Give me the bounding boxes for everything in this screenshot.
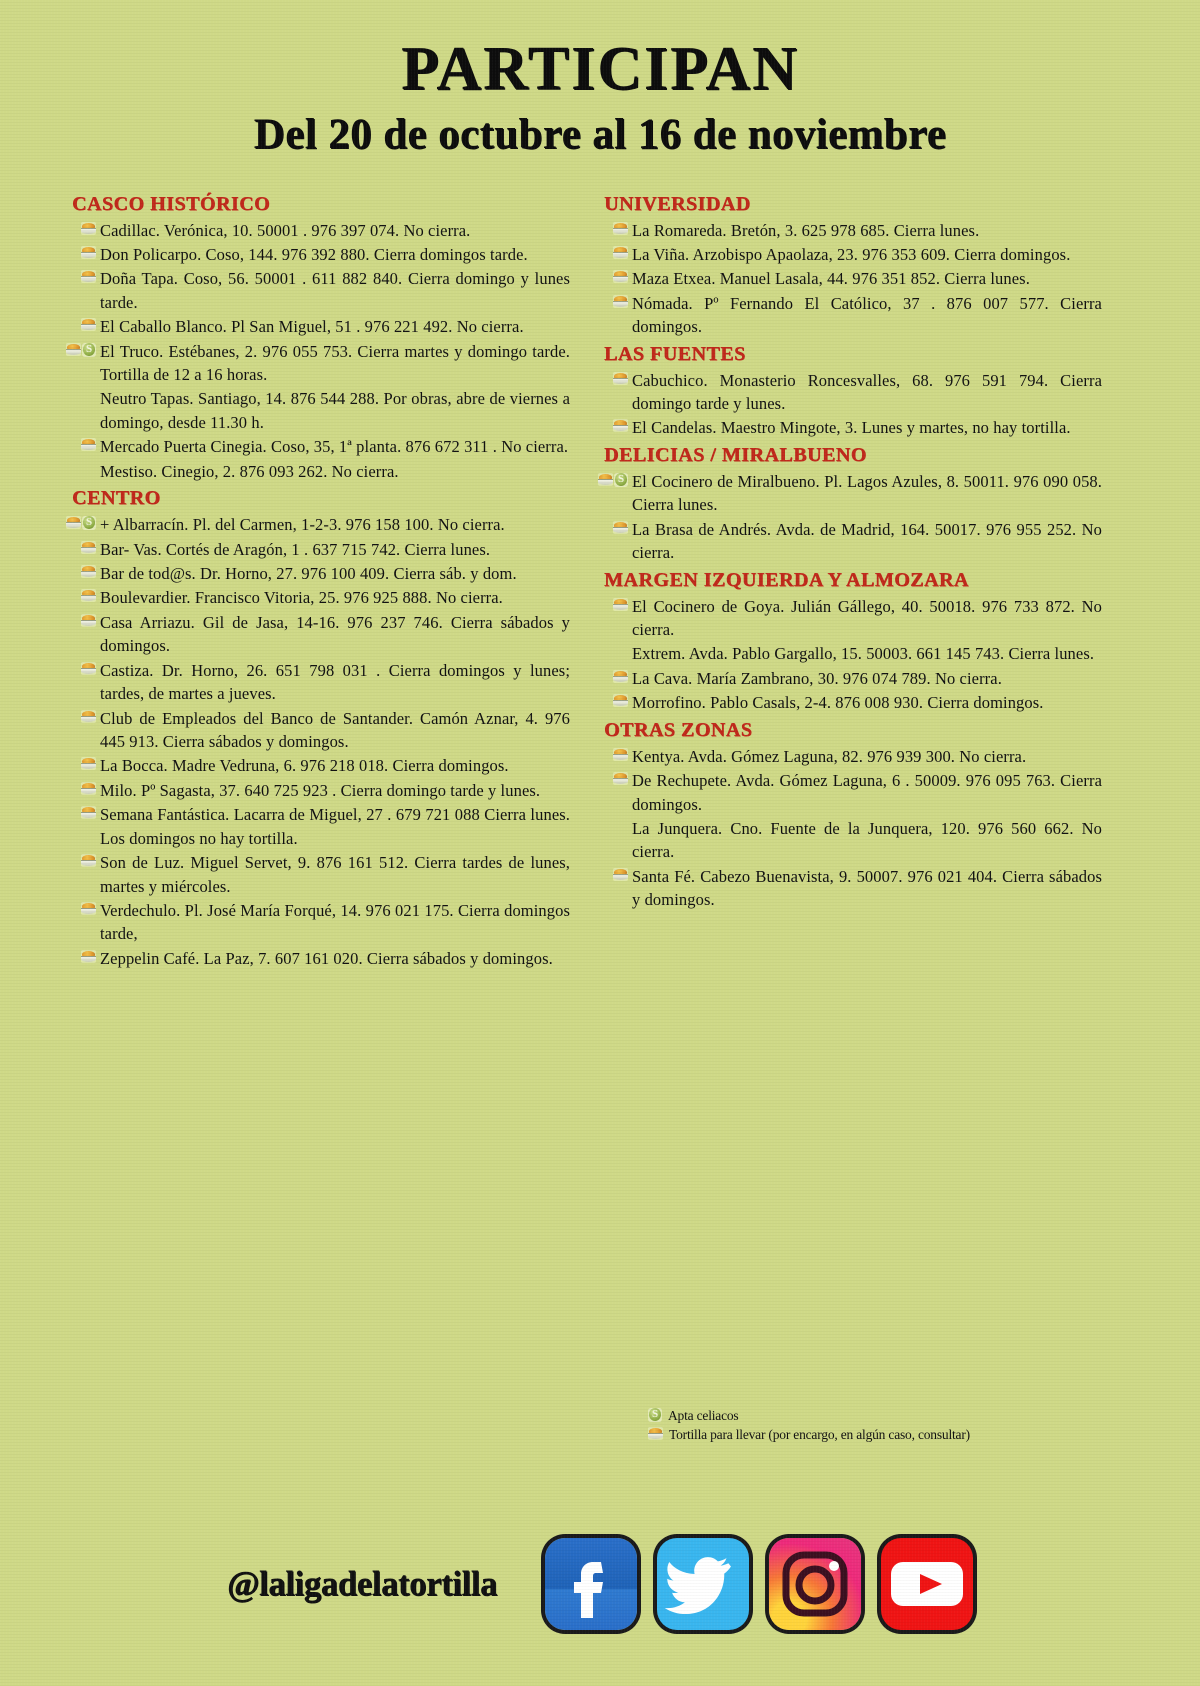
listing-entry — [60, 659, 570, 706]
legend-row — [648, 1427, 1118, 1444]
tortilla-takeaway-icon — [613, 748, 628, 761]
listing-entry — [60, 899, 570, 946]
tortilla-takeaway-icon — [81, 222, 96, 235]
tortilla-takeaway-icon — [613, 598, 628, 611]
entry-icons — [60, 754, 96, 770]
tortilla-takeaway-icon — [613, 521, 628, 534]
page-subtitle: Del 20 de octubre al 16 de noviembre — [253, 111, 947, 159]
tortilla-takeaway-icon — [81, 589, 96, 602]
entry-icons — [60, 611, 96, 627]
zone-heading: DELICIAS / MIRALBUENO — [604, 443, 867, 466]
listing-entry — [60, 538, 570, 561]
entry-icons — [60, 562, 96, 578]
listing-entry-text: Neutro Tapas. Santiago, 14. 876 544 288. Por obras, abre de viernes a domingo, desde 11.30 h. — [100, 389, 570, 432]
listing-entry — [60, 460, 570, 483]
social-links — [545, 1538, 973, 1630]
listing-entry-text: Zeppelin Café. La Paz, 7. 607 161 020. Cierra sábados y domingos. — [100, 948, 553, 968]
entry-icons — [60, 513, 96, 530]
listing-entry — [592, 219, 1102, 242]
listing-entry-text: Mercado Puerta Cinegia. Coso, 35, 1ª planta. 876 672 311 . No cierra. — [100, 437, 569, 457]
entry-icons — [592, 219, 628, 235]
listing-entry-text: Milo. Pº Sagasta, 37. 640 725 923 . Cierra domingo tarde y lunes. — [100, 780, 541, 800]
tortilla-takeaway-icon — [81, 662, 96, 675]
entry-icons — [60, 707, 96, 723]
listing-entry — [592, 518, 1102, 565]
entry-icons — [60, 538, 96, 554]
entry-icons — [592, 769, 628, 785]
tortilla-takeaway-icon — [81, 438, 96, 451]
legend-label: Apta celiacos — [668, 1408, 739, 1423]
listing-entry-text: El Truco. Estébanes, 2. 976 055 753. Cierra martes y domingo tarde. Tortilla de 12 a 16 horas. — [100, 341, 570, 385]
entry-icons — [592, 292, 628, 308]
listing-entry-text: Bar- Vas. Cortés de Aragón, 1 . 637 715 742. Cierra lunes. — [100, 539, 491, 559]
listing-entry — [592, 267, 1102, 290]
entry-icons — [60, 899, 96, 915]
legend-row — [648, 1408, 1118, 1425]
listing-entry — [592, 292, 1102, 339]
entry-icons — [60, 803, 96, 819]
entry-icons — [60, 219, 96, 235]
zone-heading: LAS FUENTES — [604, 342, 746, 365]
tortilla-takeaway-icon — [613, 270, 628, 283]
entry-icons — [60, 947, 96, 963]
listing-entry-text: El Caballo Blanco. Pl San Miguel, 51 . 976 221 492. No cierra. — [100, 317, 524, 337]
zone-heading: OTRAS ZONAS — [604, 718, 753, 741]
tortilla-takeaway-icon — [613, 222, 628, 235]
listing-entry — [60, 315, 570, 338]
tortilla-takeaway-icon — [81, 854, 96, 867]
tortilla-takeaway-icon — [81, 902, 96, 915]
listing-entry — [60, 611, 570, 658]
listing-entry-text: + Albarracín. Pl. del Carmen, 1-2-3. 976 158 100. No cierra. — [100, 515, 505, 535]
listing-entry — [60, 851, 570, 898]
entry-icons — [592, 865, 628, 881]
entry-icons — [60, 460, 96, 463]
listing-entry — [60, 707, 570, 754]
tortilla-takeaway-icon — [81, 541, 96, 554]
tortilla-takeaway-icon — [613, 372, 628, 385]
entry-icons — [592, 642, 628, 645]
entry-icons — [60, 315, 96, 331]
zone-heading: CENTRO — [72, 487, 161, 510]
poster-header — [0, 0, 1200, 159]
listing-entry — [592, 416, 1102, 439]
celiac-icon — [648, 1408, 662, 1422]
tortilla-takeaway-icon — [81, 565, 96, 578]
listing-entry-text: Verdechulo. Pl. José María Forqué, 14. 976 021 175. Cierra domingos tarde, — [100, 900, 570, 944]
entry-icons — [60, 659, 96, 675]
entry-icons — [60, 851, 96, 867]
entry-icons — [60, 779, 96, 795]
listing-entry-text: Boulevardier. Francisco Vitoria, 25. 976 925 888. No cierra. — [100, 588, 503, 608]
poster-footer — [0, 1538, 1200, 1630]
listing-entry-text: Santa Fé. Cabezo Buenavista, 9. 50007. 976 021 404. Cierra sábados y domingos. — [632, 866, 1102, 910]
listing-entry — [592, 470, 1102, 517]
zone-heading: MARGEN IZQUIERDA Y ALMOZARA — [604, 568, 969, 591]
entry-icons — [60, 267, 96, 283]
listing-entry-text: La Bocca. Madre Vedruna, 6. 976 218 018. Cierra domingos. — [100, 756, 509, 776]
instagram-icon[interactable] — [769, 1538, 861, 1630]
listing-entry — [60, 803, 570, 850]
entry-icons — [592, 518, 628, 534]
entry-icons — [592, 691, 628, 707]
tortilla-takeaway-icon — [613, 419, 628, 432]
listing-entry-text: Morrofino. Pablo Casals, 2-4. 876 008 930. Cierra domingos. — [632, 693, 1044, 713]
twitter-icon[interactable] — [657, 1538, 749, 1630]
listing-entry — [60, 243, 570, 266]
listing-entry — [592, 865, 1102, 912]
listing-entry-text: El Cocinero de Miralbueno. Pl. Lagos Azules, 8. 50011. 976 090 058. Cierra lunes. — [632, 471, 1102, 515]
tortilla-takeaway-icon — [81, 950, 96, 963]
listing-entry — [592, 369, 1102, 416]
zone-heading: UNIVERSIDAD — [604, 192, 751, 215]
listing-entry-text: Extrem. Avda. Pablo Gargallo, 15. 50003. 661 145 743. Cierra lunes. — [632, 644, 1095, 664]
celiac-icon — [82, 343, 96, 357]
entry-icons — [592, 267, 628, 283]
listing-entry-text: La Viña. Arzobispo Apaolaza, 23. 976 353 609. Cierra domingos. — [632, 244, 1071, 264]
listing-entry-text: Cabuchico. Monasterio Roncesvalles, 68. 976 591 794. Cierra domingo tarde y lunes. — [632, 370, 1102, 414]
listing-entry — [60, 562, 570, 585]
listing-entry-text: Club de Empleados del Banco de Santander. Camón Aznar, 4. 976 445 913. Cierra sábados y domingos. — [100, 708, 570, 751]
tortilla-takeaway-icon — [81, 318, 96, 331]
entry-icons — [60, 435, 96, 451]
legend-label: Tortilla para llevar (por encargo, en algún caso, consultar) — [669, 1426, 970, 1442]
listing-entry — [60, 754, 570, 777]
tortilla-takeaway-icon — [613, 868, 628, 881]
listing-entry — [60, 387, 570, 434]
listing-entry — [60, 435, 570, 458]
listing-entry-text: Kentya. Avda. Gómez Laguna, 82. 976 939 300. No cierra. — [632, 746, 1027, 766]
listing-entry — [592, 243, 1102, 266]
listing-entry-text: Bar de tod@s. Dr. Horno, 27. 976 100 409. Cierra sáb. y dom. — [100, 564, 517, 584]
listing-entry — [60, 586, 570, 609]
tortilla-takeaway-icon — [81, 246, 96, 259]
entry-icons — [592, 817, 628, 820]
left-column — [60, 193, 570, 972]
entry-icons — [60, 387, 96, 390]
entry-icons — [592, 369, 628, 385]
listing-entry — [592, 691, 1102, 714]
listing-entry-text: Don Policarpo. Coso, 144. 976 392 880. Cierra domingos tarde. — [100, 244, 528, 264]
listing-entry-text: Doña Tapa. Coso, 56. 50001 . 611 882 840. Cierra domingo y lunes tarde. — [100, 269, 570, 312]
entry-icons — [592, 243, 628, 259]
zone-heading: CASCO HISTÓRICO — [72, 192, 271, 215]
listing-entry-text: La Junquera. Cno. Fuente de la Junquera, 120. 976 560 662. No cierra. — [632, 818, 1102, 862]
listing-entry — [60, 513, 570, 536]
listing-entry — [60, 947, 570, 970]
entry-icons — [592, 416, 628, 432]
celiac-icon — [82, 516, 96, 530]
listing-entry-text: El Cocinero de Goya. Julián Gállego, 40. 50018. 976 733 872. No cierra. — [632, 596, 1102, 640]
tortilla-takeaway-icon — [613, 295, 628, 308]
listing-entry — [60, 219, 570, 242]
entry-icons — [60, 586, 96, 602]
tortilla-takeaway-icon — [81, 757, 96, 770]
listing-entry-text: Mestiso. Cinegio, 2. 876 093 262. No cierra. — [100, 461, 399, 481]
listing-entry — [592, 642, 1102, 665]
listing-entry — [592, 817, 1102, 864]
listing-entry-text: La Cava. María Zambrano, 30. 976 074 789. No cierra. — [632, 668, 1002, 688]
entry-icons — [592, 595, 628, 611]
entry-icons — [60, 340, 96, 357]
tortilla-takeaway-icon — [613, 694, 628, 707]
listing-entry — [592, 667, 1102, 690]
entry-icons — [592, 470, 628, 487]
listing-entry-text: El Candelas. Maestro Mingote, 3. Lunes y martes, no hay tortilla. — [632, 418, 1071, 438]
tortilla-takeaway-icon — [81, 270, 96, 283]
tortilla-takeaway-icon — [598, 473, 613, 486]
entry-icons — [592, 667, 628, 683]
legend — [648, 1408, 1118, 1446]
youtube-icon[interactable] — [881, 1538, 973, 1630]
tortilla-takeaway-icon — [613, 772, 628, 785]
facebook-icon[interactable] — [545, 1538, 637, 1630]
tortilla-takeaway-icon — [613, 670, 628, 683]
celiac-icon — [614, 473, 628, 487]
listing-entry — [592, 745, 1102, 768]
tortilla-takeaway-icon — [613, 246, 628, 259]
tortilla-takeaway-icon — [81, 782, 96, 795]
listing-entry — [592, 595, 1102, 642]
tortilla-takeaway-icon — [81, 806, 96, 819]
listing-entry-text: Semana Fantástica. Lacarra de Miguel, 27 . 679 721 088 Cierra lunes. Los domingos no hay tortilla. — [100, 805, 570, 848]
listing-entry — [60, 340, 570, 387]
entry-icons — [60, 243, 96, 259]
tortilla-takeaway-icon — [66, 516, 81, 529]
listing-entry-text: La Romareda. Bretón, 3. 625 978 685. Cierra lunes. — [632, 220, 980, 240]
listing-entry-text: La Brasa de Andrés. Avda. de Madrid, 164. 50017. 976 955 252. No cierra. — [632, 519, 1102, 563]
listings-columns — [0, 159, 1200, 972]
listing-entry — [60, 779, 570, 802]
tortilla-takeaway-icon — [66, 343, 81, 356]
entry-icons — [592, 745, 628, 761]
listing-entry — [592, 769, 1102, 816]
tortilla-takeaway-icon — [81, 614, 96, 627]
listing-entry-text: De Rechupete. Avda. Gómez Laguna, 6 . 50009. 976 095 763. Cierra domingos. — [632, 771, 1102, 814]
listing-entry-text: Casa Arriazu. Gil de Jasa, 14-16. 976 237 746. Cierra sábados y domingos. — [100, 612, 570, 656]
listing-entry-text: Son de Luz. Miguel Servet, 9. 876 161 512. Cierra tardes de lunes, martes y miércoles. — [100, 853, 570, 896]
listing-entry-text: Castiza. Dr. Horno, 26. 651 798 031 . Cierra domingos y lunes; tardes, de martes a jueves. — [100, 660, 570, 704]
page-title: PARTICIPAN — [401, 35, 799, 103]
listing-entry-text: Maza Etxea. Manuel Lasala, 44. 976 351 852. Cierra lunes. — [632, 269, 1030, 289]
tortilla-takeaway-icon — [648, 1427, 663, 1440]
social-handle: @laligadelatortilla — [227, 1564, 497, 1603]
right-column — [592, 193, 1102, 913]
tortilla-takeaway-icon — [81, 710, 96, 723]
listing-entry — [60, 267, 570, 314]
listing-entry-text: Cadillac. Verónica, 10. 50001 . 976 397 074. No cierra. — [100, 220, 471, 240]
listing-entry-text: Nómada. Pº Fernando El Católico, 37 . 876 007 577. Cierra domingos. — [632, 293, 1102, 337]
